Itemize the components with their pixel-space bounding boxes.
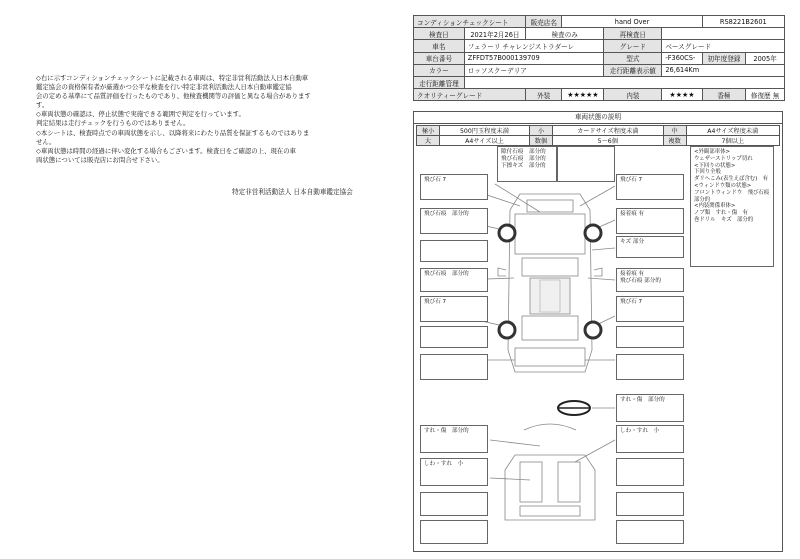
- wheel-front-right-icon: [585, 225, 601, 241]
- legend-value: カードサイズ程度未満: [552, 126, 663, 136]
- legend-value: 500円玉程度未満: [440, 126, 530, 136]
- odor-label: 香極: [702, 89, 746, 101]
- callout-seat-right: しわ・すれ 小: [616, 425, 684, 453]
- vin-label: 車台番号: [414, 52, 465, 64]
- note-line: ◇右に示すコンディションチェックシートに記載される車両は、特定非営利活動法人日本自動車: [36, 74, 309, 82]
- remark-line: ノブ類 すれ・傷 有: [694, 210, 748, 217]
- callout-left-1: 飛び石 7: [420, 174, 488, 200]
- left-mirror: [498, 268, 506, 276]
- legend-value: 5～6個: [552, 136, 663, 146]
- type-label: 型式: [604, 52, 662, 64]
- windshield: [522, 258, 578, 276]
- remark-line: <下回りの状態>: [694, 162, 736, 169]
- note-line: 会の定める基準にて品質評価を行ったものであり、他検査機関等の評価と異なる場合があります: [36, 92, 311, 101]
- type-value: -F360CS-: [662, 52, 702, 64]
- callout-blank: [616, 458, 684, 486]
- callout-blank: [420, 520, 488, 544]
- callout-line: 隙付石痕 部分的: [501, 149, 546, 155]
- remark-line: フロントウィンドウ 飛び石痕: [694, 189, 770, 196]
- callout-right-2: 接着痕 有: [616, 208, 684, 234]
- legend-value: A4サイズ以上: [440, 136, 530, 146]
- legend-key: 複数: [663, 136, 686, 146]
- remark-line: 巻ドリル キズ 部分的: [694, 216, 754, 223]
- color-label: カラー: [414, 64, 465, 76]
- callout-wheel-right: すれ・傷 部分的: [616, 394, 684, 422]
- wheel-rear-right-icon: [585, 322, 601, 338]
- wheel-rear-left-icon: [499, 322, 515, 338]
- remark-line: <ウィンドウ類の状態>: [694, 182, 752, 189]
- callout-seat-left: すれ・傷 部分的: [420, 425, 488, 453]
- left-seat: [520, 462, 542, 502]
- interior-stars: ★★★★: [662, 89, 702, 101]
- callout-blank: [616, 492, 684, 516]
- callout-left-blank: [420, 240, 488, 262]
- rear-panel: [520, 506, 580, 516]
- callout-right-4: 接着痕 有 飛び石痕 部分的: [616, 268, 684, 292]
- remark-line: <外観部車体>: [694, 149, 730, 155]
- callout-right-1: 飛び石 7: [616, 174, 684, 200]
- color-value: ロッソスクーデリア: [464, 64, 604, 76]
- callout-right-3: キズ 部分: [616, 236, 684, 258]
- rear-bumper: [515, 348, 585, 366]
- remarks-panel: [690, 146, 774, 267]
- callout-right-5: 飛び石 7: [616, 296, 684, 322]
- diagram-title: 車両状態の説明: [414, 112, 782, 124]
- callout-blank: [420, 492, 488, 516]
- legend-key: 極小: [417, 126, 440, 136]
- quality-label: クオリティーグレード: [414, 89, 526, 101]
- repair-history: 修復歴 無: [746, 89, 785, 101]
- rear-engine-cover: [522, 316, 578, 340]
- wheel-front-left-icon: [499, 225, 515, 241]
- remark-line: ウェザーストリップ切れ: [694, 155, 753, 162]
- callout-left-2: 飛び石痕 部分的: [420, 208, 488, 234]
- legend-key: 数個: [529, 136, 552, 146]
- reinspection-label: 再検査日: [604, 28, 662, 40]
- note-line: ◇本シートは、検査時点での車両状態を示し、以降将来にわたり品質を保証するものではありま: [36, 128, 310, 137]
- hood: [515, 214, 585, 254]
- sheet-id: RS8221B2601: [702, 16, 784, 28]
- right-mirror: [594, 268, 602, 276]
- legend-key: 大: [417, 136, 440, 146]
- note-line: 鑑定協会の資格保有者が厳選かつ公平な検査を行い特定非営利活動法人日本自動車鑑定協: [36, 83, 292, 92]
- grade-label: グレード: [604, 40, 662, 52]
- first-reg-label: 初年度登録: [702, 52, 746, 64]
- callout-line: 下擦キズ 部分的: [501, 163, 546, 169]
- note-line: 判定結果は走行チェックを行うものではありません。: [36, 119, 190, 128]
- exterior-stars: ★★★★★: [562, 89, 604, 101]
- grade-value: ベースグレード: [662, 40, 785, 52]
- legend-value: 7個以上: [686, 136, 779, 146]
- callout-top-center-2: [557, 146, 615, 182]
- first-reg-value: 2005年: [746, 52, 785, 64]
- vin-value: ZFFDT57B000139709: [464, 52, 604, 64]
- note-line: ◇車両状態の確認は、停止状態で実施できる範囲で判定を行っています。: [36, 110, 245, 119]
- callout-top-center: [497, 146, 557, 182]
- inspection-type: 検査のみ: [526, 28, 604, 40]
- legend-value: A4サイズ程度未満: [686, 126, 779, 136]
- model-value: フェラーリ チャレンジストラダーレ: [464, 40, 604, 52]
- legend-key: 中: [663, 126, 686, 136]
- remark-line: 下回り全般: [694, 169, 721, 176]
- note-line: せん。: [36, 137, 56, 146]
- note-line: 両状態については販売店にお問合せ下さい。: [36, 155, 164, 164]
- mileage-record-label: 走行距離管理: [414, 76, 465, 88]
- remark-line: 部分的: [694, 196, 711, 203]
- callout-left-blank: [420, 354, 488, 380]
- dealer-value: hand Over: [562, 16, 702, 28]
- callout-left-blank: [420, 326, 488, 348]
- model-label: 車名: [414, 40, 465, 52]
- exterior-label: 外装: [526, 89, 562, 101]
- inspection-date-label: 検査日: [414, 28, 465, 40]
- remark-line: <内装関係車体>: [694, 203, 736, 210]
- dealer-label: 販売店名: [526, 16, 562, 28]
- mileage-label: 走行距離表示値: [604, 64, 662, 76]
- callout-line: 飛び石痕 部分的: [501, 156, 546, 162]
- issuer-name: 特定非営利活動法人 日本自動車鑑定協会: [232, 188, 353, 196]
- front-bumper: [527, 200, 573, 212]
- roof: [530, 278, 570, 314]
- callout-right-blank: [616, 354, 684, 380]
- inspection-date: 2021年2月26日: [464, 28, 525, 40]
- note-line: す。: [36, 101, 49, 110]
- callout-blank: [616, 520, 684, 544]
- callout-floor-left: しわ・すれ 小: [420, 458, 488, 486]
- mileage-value: 26,614Km: [662, 64, 785, 76]
- legend-key: 小: [529, 126, 552, 136]
- interior-outline: [505, 455, 595, 520]
- callout-left-3: 飛び石痕 部分的: [420, 268, 488, 292]
- sheet-title: コンディションチェックシート: [414, 16, 526, 28]
- right-seat: [558, 462, 580, 502]
- remark-line: ダリヘこみ(表生えば含む) 有: [694, 176, 769, 183]
- callout-right-blank: [616, 326, 684, 348]
- interior-label: 内装: [604, 89, 662, 101]
- note-line: ◇車両状態は時間の経過に伴い変化する場合もございます。検査日をご確認の上、現在の車: [36, 146, 297, 155]
- callout-left-4: 飛び石 7: [420, 296, 488, 322]
- dashboard: [524, 424, 576, 430]
